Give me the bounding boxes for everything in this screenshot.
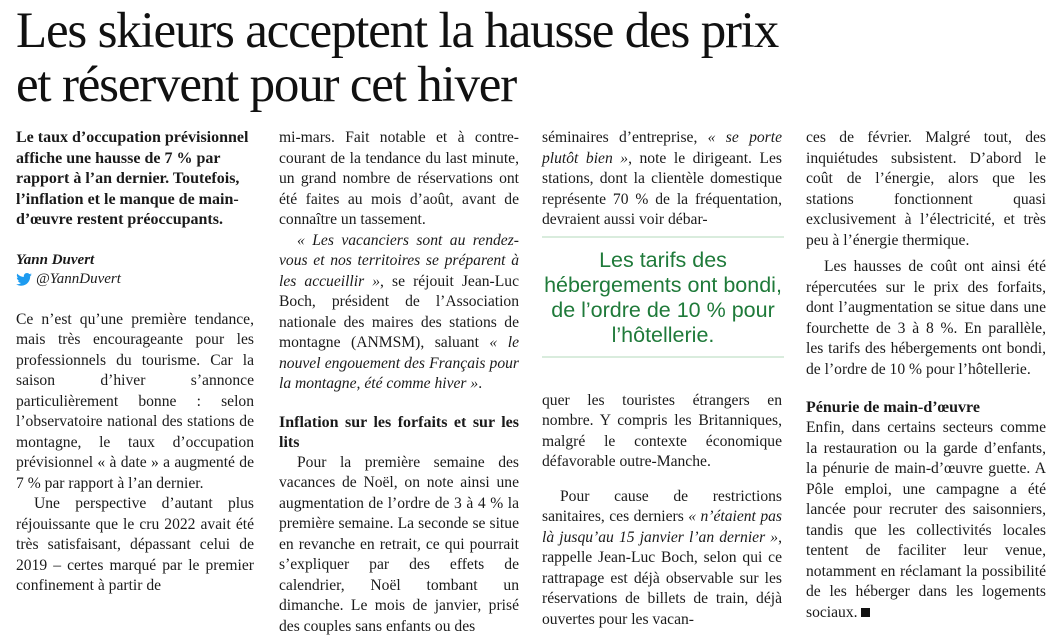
body-text: Pour cause de restrictions sanitaires, ces derniers	[542, 488, 782, 526]
headline	[16, 4, 1046, 112]
end-square-icon	[861, 608, 870, 617]
body-paragraph	[279, 231, 519, 395]
subheading: Inflation sur les forfaits et sur les lits	[279, 413, 519, 453]
body-paragraph	[542, 128, 782, 231]
twitter-bird-icon	[16, 273, 32, 286]
body-paragraph: Pour la première semaine des vacances de Noël, on note ainsi une augmentation de l’ordre de 3 à 4 % la première semaine. La seconde se situe en revanche en retrait, ce qui pourrait s’expliquer par des effets de calendrier, Noël tombant un dimanche. Le mois de janvier, prisé des couples sans enfants ou des	[279, 453, 519, 637]
headline-line-1: Les skieurs acceptent la hausse des prix	[16, 3, 778, 59]
author-name: Yann Duvert	[16, 251, 254, 270]
body-paragraph: quer les touristes étrangers en nombre. Y compris les Britanniques, malgré le contexte économique défavorable outre-Manche.	[542, 391, 782, 473]
body-text: .	[478, 375, 482, 392]
body-text: , se réjouit Jean-Luc Boch, président de l’Association nationale des maires des stations de montagne (ANMSM), saluant	[279, 273, 519, 352]
twitter-handle-row[interactable]	[16, 270, 254, 289]
column-2	[279, 128, 519, 637]
body-paragraph: Une perspective d’autant plus réjouissante que le cru 2022 avait été très satisfaisant, dépassant celui de 2019 – certes marqué par le premier confinement à partir de	[16, 494, 254, 597]
headline-line-2: et réservent pour cet hiver	[16, 57, 516, 113]
column-1	[16, 128, 254, 597]
column-4	[806, 128, 1046, 623]
quote: « Les vacanciers sont au rendez-vous et nos territoires se préparent à les accueillir »	[279, 232, 519, 290]
body-text: Enfin, dans certains secteurs comme la restauration ou la garde d’enfants, la pénurie de main-d’œuvre guette. A Pôle emploi, une campagne a été lancée pour recruter des saisonniers, tandis que les collectivités locales tentent de faciliter leur venue, notamment en réclamant la possibilité de les héberger dans les logements sociaux.	[806, 419, 1046, 621]
pull-quote-text: Les tarifs des hébergements ont bondi, de l’ordre de 10 % pour l’hôtellerie.	[542, 248, 784, 348]
body-paragraph: ces de février. Malgré tout, des inquiétudes subsistent. D’abord le coût de l’énergie, alors que les stations fonctionnent quasi exclusivement à l’électricité, et très peu à l’énergie thermique.	[806, 128, 1046, 251]
subheading: Pénurie de main-d’œuvre	[806, 398, 1046, 418]
body-text: séminaires d’entreprise,	[542, 129, 708, 146]
lead-paragraph: Le taux d’occupation prévisionnel affiche une hausse de 7 % par rapport à l’an dernier. Toutefois, l’inflation et le manque de main-d’œuvre restent préoccupants.	[16, 128, 254, 231]
body-text: , note le dirigeant. Les stations, dont la clientèle domestique représente 70 % de la fréquentation, devraient aussi voir débar-	[542, 150, 782, 229]
body-paragraph: Ce n’est qu’une première tendance, mais très encourageante pour les professionnels du tourisme. Car la saison d’hiver s’annonce particulièrement bonne : selon l’observatoire national des stations de montagne, le taux d’occupation prévisionnel « à date » a augmenté de 7 % par rapport à l’an dernier.	[16, 310, 254, 495]
body-paragraph	[542, 487, 782, 631]
twitter-handle: @YannDuvert	[36, 270, 121, 289]
pull-quote	[542, 236, 784, 358]
body-paragraph	[806, 418, 1046, 623]
quote: « le nouvel engouement des Français pour la montagne, été comme hiver »	[279, 334, 519, 392]
body-paragraph: mi-mars. Fait notable et à contre-courant de la tendance du last minute, un grand nombre de réservations ont été faites au mois d’août, avant de connaître un tassement.	[279, 128, 519, 231]
quote: « n’étaient pas là jusqu’au 15 janvier l’an dernier »	[542, 508, 782, 546]
body-paragraph: Les hausses de coût ont ainsi été répercutées sur le prix des forfaits, dont l’augmentation se situe dans une fourchette de 3 à 8 %. En parallèle, les tarifs des hébergements ont bondi, de l’ordre de 10 % pour l’hôtellerie.	[806, 257, 1046, 380]
column-3	[542, 128, 782, 630]
quote: « se porte plutôt bien »	[542, 129, 782, 167]
body-text: , rappelle Jean-Luc Boch, selon qui ce rattrapage est déjà observable sur les réservations de billets de train, déjà ouvertes pour les vacan-	[542, 529, 782, 628]
